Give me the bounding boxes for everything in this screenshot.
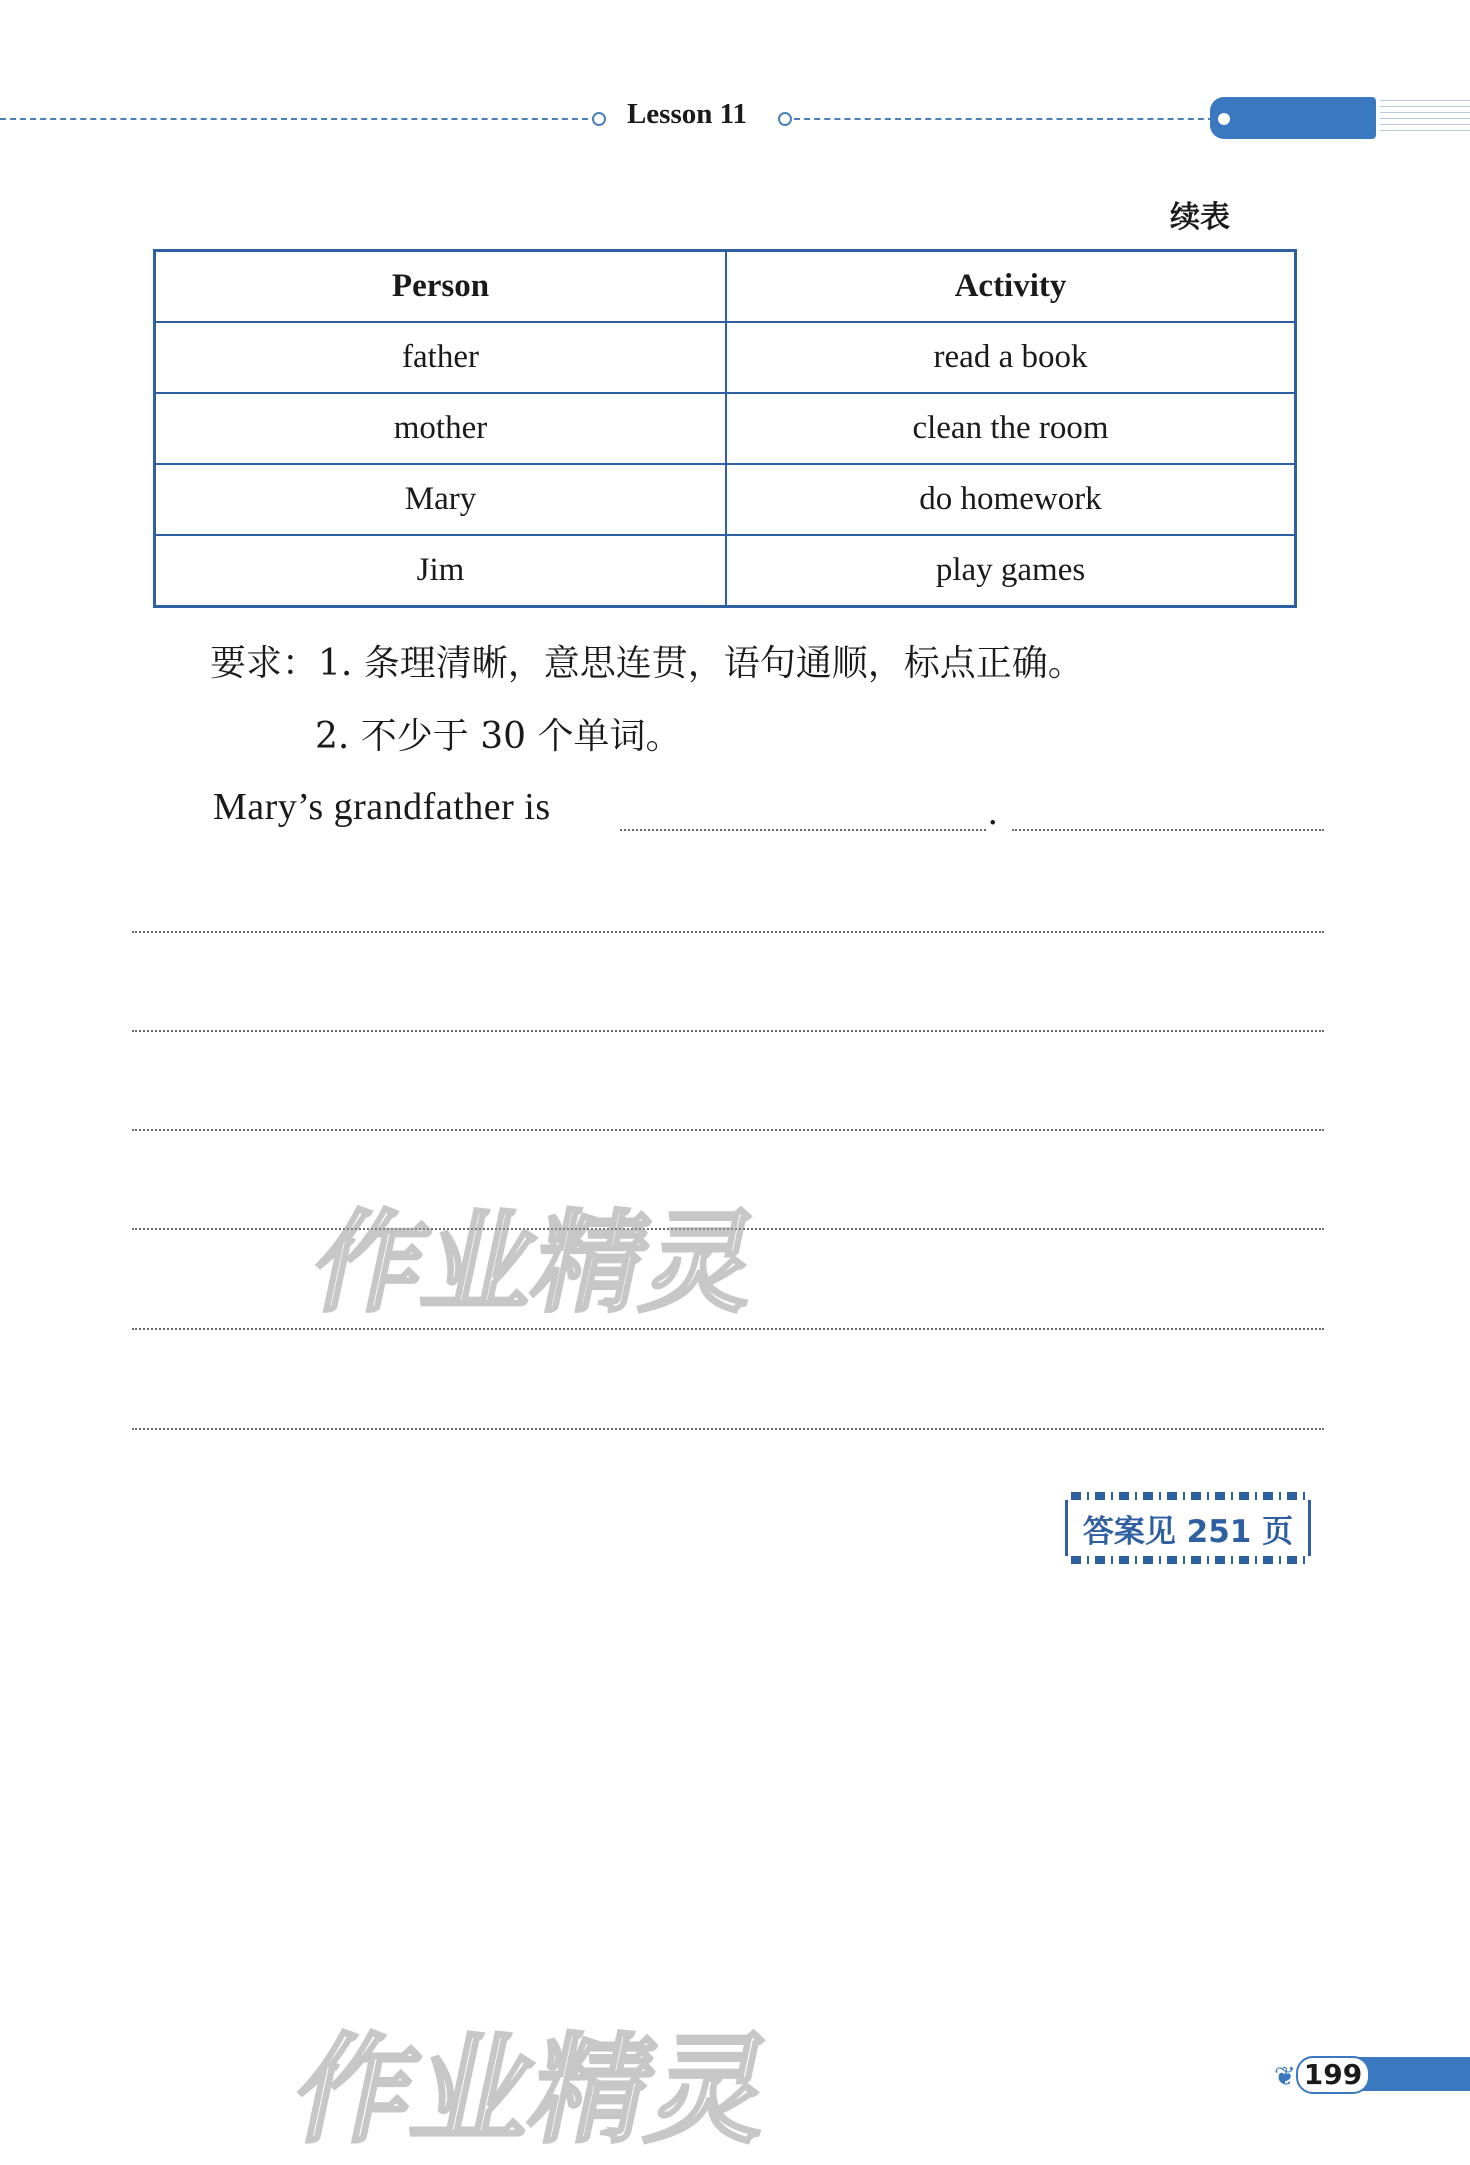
header-ornament-right — [778, 112, 792, 126]
answer-reference: 答案见 251 页 — [1082, 1514, 1294, 1550]
writing-line[interactable] — [132, 1129, 1324, 1131]
writing-line[interactable] — [132, 1428, 1324, 1430]
cell-person: Mary — [155, 464, 727, 535]
answer-blank-1[interactable] — [620, 829, 986, 831]
writing-line[interactable] — [132, 931, 1324, 933]
cell-person: Jim — [155, 535, 727, 607]
header-person: Person — [155, 251, 727, 323]
cell-activity: do homework — [726, 464, 1296, 535]
watermark: 作业精灵 — [283, 2021, 785, 2159]
header-ornament-left — [592, 112, 606, 126]
table-row — [155, 393, 1296, 464]
table-header-row — [155, 251, 1296, 323]
continued-label: 续表 — [1170, 200, 1230, 235]
writing-prompt: Mary’s grandfather is — [213, 786, 551, 828]
header-tab-dot — [1216, 111, 1232, 127]
answer-blank-2[interactable] — [1012, 829, 1324, 831]
cell-activity: clean the room — [726, 393, 1296, 464]
end-mark: . — [988, 791, 998, 833]
requirement-line-2: 2. 不少于 30 个单词。 — [315, 716, 682, 757]
answer-box-border-top — [1071, 1492, 1305, 1500]
table-row — [155, 535, 1296, 607]
cell-person: mother — [155, 393, 727, 464]
cell-person: father — [155, 322, 727, 393]
table-row — [155, 464, 1296, 535]
header-tab — [1210, 97, 1376, 139]
writing-line[interactable] — [132, 1030, 1324, 1032]
lesson-title: Lesson 11 — [626, 98, 748, 130]
watermark: 作业精灵 — [302, 1199, 770, 1327]
header-rule-right — [794, 118, 1214, 120]
requirement-line-1: 要求：1. 条理清晰，意思连贯，语句通顺，标点正确。 — [210, 643, 1084, 684]
leaf-icon: ❦ — [1274, 2062, 1296, 2092]
header-stripes — [1380, 100, 1470, 136]
header-rule-left — [0, 118, 598, 120]
header-activity: Activity — [726, 251, 1296, 323]
answer-reference-box — [1063, 1492, 1313, 1564]
page-number: 199 — [1296, 2056, 1370, 2094]
answer-box-border-bottom — [1071, 1556, 1305, 1564]
cell-activity: play games — [726, 535, 1296, 607]
table-row — [155, 322, 1296, 393]
activity-table — [153, 249, 1297, 608]
cell-activity: read a book — [726, 322, 1296, 393]
